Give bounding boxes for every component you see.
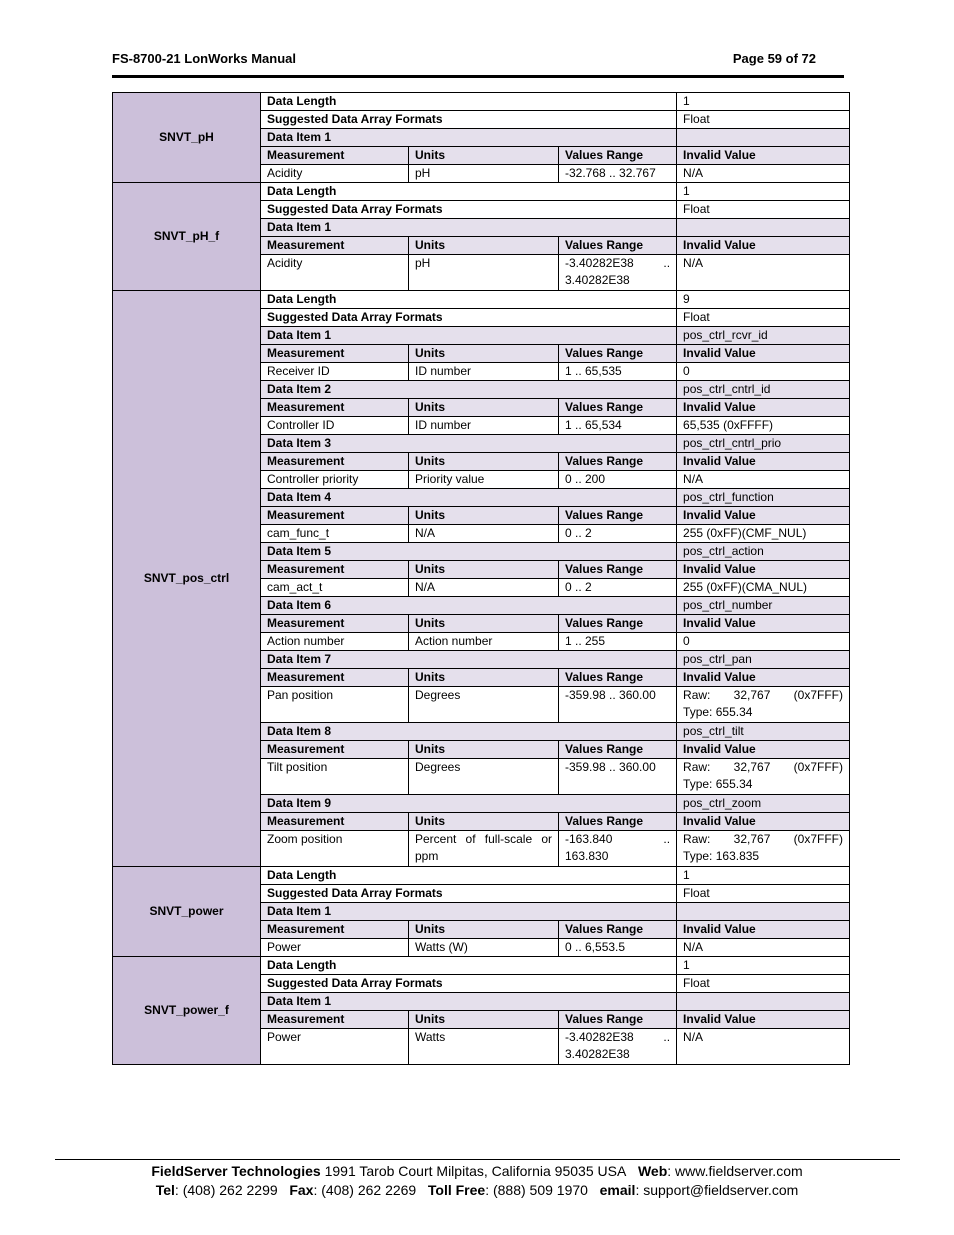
table-row bbox=[113, 957, 850, 975]
col-header: Invalid Value bbox=[677, 345, 850, 363]
data-length-label: Data Length bbox=[261, 957, 677, 975]
section-label: SNVT_pH_f bbox=[113, 183, 261, 291]
cell: Watts (W) bbox=[409, 939, 559, 957]
cell: 0 .. 6,553.5 bbox=[559, 939, 677, 957]
format-label: Suggested Data Array Formats bbox=[261, 309, 677, 327]
cell: Power bbox=[261, 939, 409, 957]
data-item-field: pos_ctrl_number bbox=[677, 597, 850, 615]
cell bbox=[559, 1029, 677, 1065]
cell bbox=[677, 687, 850, 723]
col-header: Values Range bbox=[559, 1011, 677, 1029]
cell: Action number bbox=[261, 633, 409, 651]
cell: cam_act_t bbox=[261, 579, 409, 597]
col-header: Measurement bbox=[261, 741, 409, 759]
snvt-table bbox=[112, 92, 850, 1065]
invalid-raw-value: 32,767 bbox=[733, 760, 771, 774]
data-item-field bbox=[677, 219, 850, 237]
range-sep: .. bbox=[663, 832, 671, 846]
format-value: Float bbox=[677, 201, 850, 219]
range-end: 3.40282E38 bbox=[565, 1047, 630, 1061]
range-sep: .. bbox=[663, 256, 671, 270]
cell: N/A bbox=[677, 165, 850, 183]
col-header: Measurement bbox=[261, 561, 409, 579]
cell: Priority value bbox=[409, 471, 559, 489]
col-header: Invalid Value bbox=[677, 561, 850, 579]
cell: 0 .. 2 bbox=[559, 579, 677, 597]
data-item-field: pos_ctrl_action bbox=[677, 543, 850, 561]
col-header: Values Range bbox=[559, 237, 677, 255]
cell: Controller priority bbox=[261, 471, 409, 489]
page-header bbox=[112, 50, 844, 78]
col-header: Values Range bbox=[559, 615, 677, 633]
cell: N/A bbox=[677, 255, 850, 291]
units-line: Percent of full-scale or bbox=[415, 832, 552, 846]
table-row bbox=[113, 93, 850, 111]
table-row bbox=[113, 291, 850, 309]
footer-line-2 bbox=[0, 1182, 954, 1198]
format-label: Suggested Data Array Formats bbox=[261, 975, 677, 993]
col-header: Invalid Value bbox=[677, 741, 850, 759]
col-header: Values Range bbox=[559, 741, 677, 759]
fax-label: Fax bbox=[289, 1182, 314, 1198]
cell bbox=[677, 759, 850, 795]
invalid-type: Type: 163.835 bbox=[683, 849, 760, 863]
footer-rule bbox=[55, 1159, 900, 1160]
col-header: Invalid Value bbox=[677, 147, 850, 165]
col-header: Units bbox=[409, 237, 559, 255]
cell: N/A bbox=[409, 525, 559, 543]
section-label: SNVT_pos_ctrl bbox=[113, 291, 261, 867]
cell: -32.768 .. 32.767 bbox=[559, 165, 677, 183]
cell: cam_func_t bbox=[261, 525, 409, 543]
col-header: Measurement bbox=[261, 399, 409, 417]
data-length-label: Data Length bbox=[261, 291, 677, 309]
table-row bbox=[113, 183, 850, 201]
tollfree-value: : (888) 509 1970 bbox=[485, 1182, 588, 1198]
data-item-label: Data Item 4 bbox=[261, 489, 677, 507]
cell: Zoom position bbox=[261, 831, 409, 867]
invalid-raw-label: Raw: bbox=[683, 832, 711, 846]
col-header: Measurement bbox=[261, 921, 409, 939]
cell: N/A bbox=[677, 939, 850, 957]
cell: 0 .. 200 bbox=[559, 471, 677, 489]
section-label: SNVT_power bbox=[113, 867, 261, 957]
cell: Tilt position bbox=[261, 759, 409, 795]
data-length-label: Data Length bbox=[261, 93, 677, 111]
cell: 65,535 (0xFFFF) bbox=[677, 417, 850, 435]
col-header: Units bbox=[409, 399, 559, 417]
company-name: FieldServer Technologies bbox=[151, 1163, 321, 1179]
format-label: Suggested Data Array Formats bbox=[261, 111, 677, 129]
cell bbox=[559, 831, 677, 867]
col-header: Units bbox=[409, 921, 559, 939]
col-header: Invalid Value bbox=[677, 399, 850, 417]
data-item-label: Data Item 8 bbox=[261, 723, 677, 741]
col-header: Values Range bbox=[559, 813, 677, 831]
cell: 0 .. 2 bbox=[559, 525, 677, 543]
tel-label: Tel bbox=[155, 1182, 175, 1198]
cell: 255 (0xFF)(CMF_NUL) bbox=[677, 525, 850, 543]
col-header: Invalid Value bbox=[677, 453, 850, 471]
col-header: Units bbox=[409, 1011, 559, 1029]
cell: Receiver ID bbox=[261, 363, 409, 381]
cell: Degrees bbox=[409, 759, 559, 795]
col-header: Units bbox=[409, 813, 559, 831]
col-header: Values Range bbox=[559, 399, 677, 417]
col-header: Units bbox=[409, 741, 559, 759]
data-item-field: pos_ctrl_cntrl_prio bbox=[677, 435, 850, 453]
cell: Acidity bbox=[261, 165, 409, 183]
cell: N/A bbox=[409, 579, 559, 597]
col-header: Invalid Value bbox=[677, 813, 850, 831]
invalid-raw-hex: (0x7FFF) bbox=[793, 832, 844, 846]
col-header: Units bbox=[409, 561, 559, 579]
col-header: Units bbox=[409, 453, 559, 471]
format-label: Suggested Data Array Formats bbox=[261, 201, 677, 219]
data-item-label: Data Item 2 bbox=[261, 381, 677, 399]
col-header: Values Range bbox=[559, 147, 677, 165]
cell bbox=[677, 831, 850, 867]
col-header: Measurement bbox=[261, 669, 409, 687]
data-length-value: 1 bbox=[677, 867, 850, 885]
cell: Action number bbox=[409, 633, 559, 651]
col-header: Measurement bbox=[261, 615, 409, 633]
col-header: Invalid Value bbox=[677, 615, 850, 633]
col-header: Values Range bbox=[559, 561, 677, 579]
col-header: Invalid Value bbox=[677, 669, 850, 687]
data-item-field: pos_ctrl_rcvr_id bbox=[677, 327, 850, 345]
tollfree-label: Toll Free bbox=[427, 1182, 486, 1198]
data-item-field bbox=[677, 129, 850, 147]
cell: Pan position bbox=[261, 687, 409, 723]
data-item-field bbox=[677, 903, 850, 921]
data-item-label: Data Item 1 bbox=[261, 129, 677, 147]
data-length-value: 9 bbox=[677, 291, 850, 309]
col-header: Units bbox=[409, 345, 559, 363]
cell: -359.98 .. 360.00 bbox=[559, 759, 677, 795]
data-item-field: pos_ctrl_pan bbox=[677, 651, 850, 669]
col-header: Values Range bbox=[559, 345, 677, 363]
col-header: Invalid Value bbox=[677, 1011, 850, 1029]
cell: -359.98 .. 360.00 bbox=[559, 687, 677, 723]
col-header: Measurement bbox=[261, 813, 409, 831]
invalid-raw-label: Raw: bbox=[683, 688, 711, 702]
data-item-field: pos_ctrl_function bbox=[677, 489, 850, 507]
col-header: Units bbox=[409, 669, 559, 687]
cell: Controller ID bbox=[261, 417, 409, 435]
range-sep: .. bbox=[663, 1030, 671, 1044]
cell: 0 bbox=[677, 633, 850, 651]
cell: N/A bbox=[677, 471, 850, 489]
cell: 1 .. 65,534 bbox=[559, 417, 677, 435]
data-item-field: pos_ctrl_cntrl_id bbox=[677, 381, 850, 399]
data-item-field: pos_ctrl_tilt bbox=[677, 723, 850, 741]
col-header: Values Range bbox=[559, 453, 677, 471]
range-end: 163.830 bbox=[565, 849, 609, 863]
data-item-label: Data Item 3 bbox=[261, 435, 677, 453]
units-line: ppm bbox=[415, 849, 439, 863]
fax-value: : (408) 262 2269 bbox=[313, 1182, 417, 1198]
web-label: Web bbox=[637, 1163, 668, 1179]
data-item-field bbox=[677, 993, 850, 1011]
col-header: Units bbox=[409, 507, 559, 525]
cell: Acidity bbox=[261, 255, 409, 291]
footer-line-1 bbox=[0, 1163, 954, 1179]
data-length-value: 1 bbox=[677, 93, 850, 111]
data-length-label: Data Length bbox=[261, 867, 677, 885]
col-header: Measurement bbox=[261, 1011, 409, 1029]
email-value: : support@fieldserver.com bbox=[635, 1182, 799, 1198]
col-header: Measurement bbox=[261, 237, 409, 255]
col-header: Invalid Value bbox=[677, 921, 850, 939]
col-header: Measurement bbox=[261, 345, 409, 363]
col-header: Units bbox=[409, 147, 559, 165]
cell: N/A bbox=[677, 1029, 850, 1065]
col-header: Measurement bbox=[261, 453, 409, 471]
format-value: Float bbox=[677, 111, 850, 129]
range-start: -3.40282E38 bbox=[565, 1030, 634, 1044]
cell: 255 (0xFF)(CMA_NUL) bbox=[677, 579, 850, 597]
format-value: Float bbox=[677, 309, 850, 327]
data-item-label: Data Item 9 bbox=[261, 795, 677, 813]
cell: Power bbox=[261, 1029, 409, 1065]
document-title: FS-8700-21 LonWorks Manual bbox=[112, 51, 296, 66]
invalid-raw-hex: (0x7FFF) bbox=[793, 760, 844, 774]
page-number: Page 59 of 72 bbox=[732, 51, 816, 66]
range-end: 3.40282E38 bbox=[565, 273, 630, 287]
cell: 0 bbox=[677, 363, 850, 381]
format-value: Float bbox=[677, 975, 850, 993]
data-length-label: Data Length bbox=[261, 183, 677, 201]
col-header: Values Range bbox=[559, 669, 677, 687]
data-item-field: pos_ctrl_zoom bbox=[677, 795, 850, 813]
range-start: -3.40282E38 bbox=[565, 256, 634, 270]
cell: ID number bbox=[409, 363, 559, 381]
data-item-label: Data Item 1 bbox=[261, 903, 677, 921]
cell: pH bbox=[409, 165, 559, 183]
data-item-label: Data Item 1 bbox=[261, 993, 677, 1011]
col-header: Values Range bbox=[559, 921, 677, 939]
col-header: Values Range bbox=[559, 507, 677, 525]
company-address: 1991 Tarob Court Milpitas, California 95035 USA bbox=[320, 1163, 627, 1179]
cell: Degrees bbox=[409, 687, 559, 723]
cell: 1 .. 255 bbox=[559, 633, 677, 651]
section-label: SNVT_power_f bbox=[113, 957, 261, 1065]
cell bbox=[409, 831, 559, 867]
web-value: : www.fieldserver.com bbox=[667, 1163, 803, 1179]
section-label: SNVT_pH bbox=[113, 93, 261, 183]
col-header: Invalid Value bbox=[677, 507, 850, 525]
col-header: Measurement bbox=[261, 147, 409, 165]
invalid-type: Type: 655.34 bbox=[683, 777, 753, 791]
col-header: Invalid Value bbox=[677, 237, 850, 255]
format-label: Suggested Data Array Formats bbox=[261, 885, 677, 903]
format-value: Float bbox=[677, 885, 850, 903]
data-item-label: Data Item 7 bbox=[261, 651, 677, 669]
invalid-type: Type: 655.34 bbox=[683, 705, 753, 719]
range-start: -163.840 bbox=[565, 832, 613, 846]
cell: 1 .. 65,535 bbox=[559, 363, 677, 381]
col-header: Measurement bbox=[261, 507, 409, 525]
data-item-label: Data Item 1 bbox=[261, 219, 677, 237]
data-item-label: Data Item 6 bbox=[261, 597, 677, 615]
data-length-value: 1 bbox=[677, 957, 850, 975]
invalid-raw-value: 32,767 bbox=[733, 832, 771, 846]
data-item-label: Data Item 5 bbox=[261, 543, 677, 561]
cell: ID number bbox=[409, 417, 559, 435]
data-item-label: Data Item 1 bbox=[261, 327, 677, 345]
invalid-raw-hex: (0x7FFF) bbox=[793, 688, 844, 702]
invalid-raw-label: Raw: bbox=[683, 760, 711, 774]
invalid-raw-value: 32,767 bbox=[733, 688, 771, 702]
cell: Watts bbox=[409, 1029, 559, 1065]
data-length-value: 1 bbox=[677, 183, 850, 201]
cell bbox=[559, 255, 677, 291]
email-label: email bbox=[599, 1182, 636, 1198]
cell: pH bbox=[409, 255, 559, 291]
col-header: Units bbox=[409, 615, 559, 633]
table-row bbox=[113, 867, 850, 885]
tel-value: : (408) 262 2299 bbox=[174, 1182, 278, 1198]
